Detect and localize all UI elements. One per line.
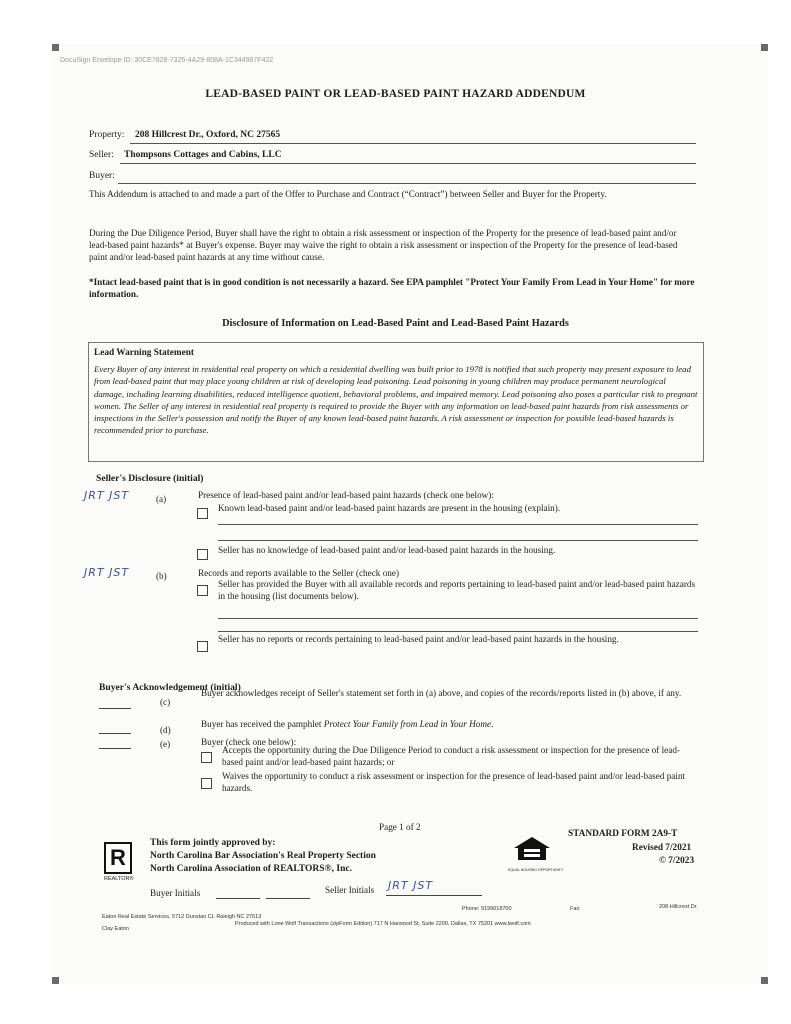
- item-d-text: Buyer has received the pamphlet Protect Your Family from Lead in Your Home.: [201, 719, 494, 729]
- item-c-letter: (c): [160, 697, 171, 707]
- provided-records-checkbox[interactable]: [197, 585, 208, 596]
- lead-warning-title: Lead Warning Statement: [94, 348, 195, 358]
- item-d-letter: (d): [160, 725, 171, 735]
- agent-name: Clay Eaton: [102, 926, 129, 932]
- property-label: Property:: [89, 130, 125, 140]
- documents-line-1[interactable]: [218, 618, 698, 619]
- seller-initials-label: Seller Initials: [325, 885, 375, 895]
- seller-initials-a[interactable]: JRT JST: [84, 489, 130, 502]
- item-a-text: Presence of lead-based paint and/or lead-based paint hazards (check one below):: [198, 490, 494, 500]
- buyer-initials-e[interactable]: [99, 748, 131, 749]
- scan-corner-mark: [761, 977, 768, 984]
- buyer-initials-blank-1[interactable]: [216, 898, 260, 899]
- known-hazards-label: Known lead-based paint and/or lead-based paint hazards are present in the housing (explain).: [218, 503, 561, 513]
- no-records-label: Seller has no reports or records pertaining to lead-based paint and/or lead-based paint hazards in the housing.: [218, 634, 619, 644]
- approved-line-1: This form jointly approved by:: [150, 838, 276, 848]
- waive-inspection-checkbox[interactable]: [201, 778, 212, 789]
- intro-paragraph: This Addendum is attached to and made a part of the Offer to Purchase and Contract (“Contract”) between Seller and Buyer for the Property.: [89, 189, 607, 199]
- seller-disclosure-heading: Seller's Disclosure (initial): [96, 473, 204, 484]
- buyer-initials-blank-2[interactable]: [266, 898, 310, 899]
- documents-line-2[interactable]: [218, 631, 698, 632]
- item-e-text: Buyer (check one below):: [201, 737, 297, 747]
- seller-line: [120, 163, 696, 164]
- approved-line-3: North Carolina Association of REALTORS®, Inc.: [150, 864, 352, 874]
- accept-inspection-label: Accepts the opportunity during the Due Diligence Period to conduct a risk assessment or inspection for the presence of lead-based paint and/or lead-based paint hazards; or: [222, 745, 680, 767]
- realtor-logo: R: [104, 842, 132, 874]
- no-records-checkbox[interactable]: [197, 641, 208, 652]
- buyer-ack-heading: Buyer's Acknowledgement (initial): [99, 682, 241, 693]
- property-address-footer: 208 Hillcrest Dr.: [659, 904, 698, 910]
- buyer-initials-label: Buyer Initials: [150, 888, 201, 898]
- item-b-text: Records and reports available to the Seller (check one): [198, 568, 400, 578]
- intact-paint-note: *Intact lead-based paint that is in good condition is not necessarily a hazard. See EPA pamphlet "Protect Your Family From Lead in Your Home" for more information.: [89, 277, 695, 299]
- seller-value[interactable]: Thompsons Cottages and Cabins, LLC: [124, 150, 282, 160]
- item-b-letter: (b): [156, 571, 167, 581]
- copyright: © 7/2023: [659, 856, 695, 866]
- waive-inspection-label: Waives the opportunity to conduct a risk assessment or inspection for the presence of lead-based paint and/or lead-based paint hazards.: [222, 771, 686, 793]
- accept-inspection-checkbox[interactable]: [201, 752, 212, 763]
- produced-with: Produced with Lone Wolf Transactions (zipForm Edition) 717 N Harwood St, Suite 2200, Dallas, TX 75201 www.lwolf.com: [235, 921, 531, 927]
- buyer-line: [118, 183, 696, 184]
- realtor-wordmark: REALTOR®: [104, 876, 134, 882]
- no-knowledge-checkbox[interactable]: [197, 549, 208, 560]
- item-e-letter: (e): [160, 739, 171, 749]
- equal-housing-text: EQUAL HOUSING OPPORTUNITY: [508, 868, 564, 872]
- lead-warning-text: Every Buyer of any interest in residential real property on which a residential dwelling was built prior to 1978 is notified that such property may present exposure to lead from lead-based paint that may place young children at risk of developing lead poisoning. Lead poisoning in young children may produce permanent neurological damage, including learning disabilities, reduced intelligence quotient, behavioral problems, and impaired memory. Lead poisoning also poses a particular risk to pregnant women. The Seller of any interest in residential real property is required to provide the Buyer with any information on lead-based paint hazards from risk assessments or inspections in the Seller's possession and notify the Buyer of any known lead-based paint hazards. A risk assessment or inspection for possible lead-based hazards is recommended prior to purchase.: [94, 364, 698, 436]
- property-value[interactable]: 208 Hillcrest Dr., Oxford, NC 27565: [135, 130, 281, 140]
- page-number: Page 1 of 2: [379, 822, 421, 832]
- explain-line-2[interactable]: [218, 540, 698, 541]
- provided-records-label: Seller has provided the Buyer with all available records and reports pertaining to lead-based paint and/or lead-based paint hazards in the housing (list documents below).: [218, 579, 696, 601]
- property-line: [130, 143, 696, 144]
- fax: Fax:: [570, 906, 581, 912]
- buyer-initials-c[interactable]: [99, 708, 131, 709]
- envelope-id: DocuSign Envelope ID: 30CE7828-7325-4A29-808A-1C344987F422: [60, 57, 274, 64]
- equal-housing-icon: [512, 836, 552, 866]
- seller-initials-footer[interactable]: JRT JST: [388, 879, 434, 892]
- disclosure-heading: Disclosure of Information on Lead-Based Paint and Lead-Based Paint Hazards: [222, 318, 569, 329]
- buyer-initials-d[interactable]: [99, 733, 131, 734]
- revised-date: Revised 7/2021: [632, 843, 692, 853]
- known-hazards-checkbox[interactable]: [197, 508, 208, 519]
- company-info: Eaton Real Estate Services, 5712 Dunstan Ct. Raleigh NC 27613: [102, 914, 262, 920]
- seller-initials-line: [386, 895, 482, 896]
- item-a-letter: (a): [156, 494, 167, 504]
- seller-label: Seller:: [89, 150, 114, 160]
- standard-form: STANDARD FORM 2A9-T: [568, 829, 678, 839]
- scan-corner-mark: [761, 44, 768, 51]
- seller-initials-b[interactable]: JRT JST: [84, 566, 130, 579]
- scan-corner-mark: [52, 44, 59, 51]
- buyer-label: Buyer:: [89, 171, 115, 181]
- scan-corner-mark: [52, 977, 59, 984]
- page-title: LEAD-BASED PAINT OR LEAD-BASED PAINT HAZARD ADDENDUM: [205, 88, 586, 100]
- no-knowledge-label: Seller has no knowledge of lead-based paint and/or lead-based paint hazards in the housing.: [218, 545, 556, 555]
- item-c-text: Buyer acknowledges receipt of Seller's statement set forth in (a) above, and copies of the records/reports listed in (b) above, if any.: [201, 688, 682, 698]
- explain-line-1[interactable]: [218, 524, 698, 525]
- due-diligence-paragraph: During the Due Diligence Period, Buyer shall have the right to obtain a risk assessment or inspection of the Property for the presence of lead-based paint and/or lead-based paint hazards* at Buyer's expense. Buyer may waive the right to obtain a risk assessment or inspection of the Property for the presence of lead-based paint and/or lead-based paint hazards at any time without cause.: [89, 228, 678, 262]
- phone: Phone: 9199018700: [462, 906, 512, 912]
- approved-line-2: North Carolina Bar Association's Real Property Section: [150, 851, 376, 861]
